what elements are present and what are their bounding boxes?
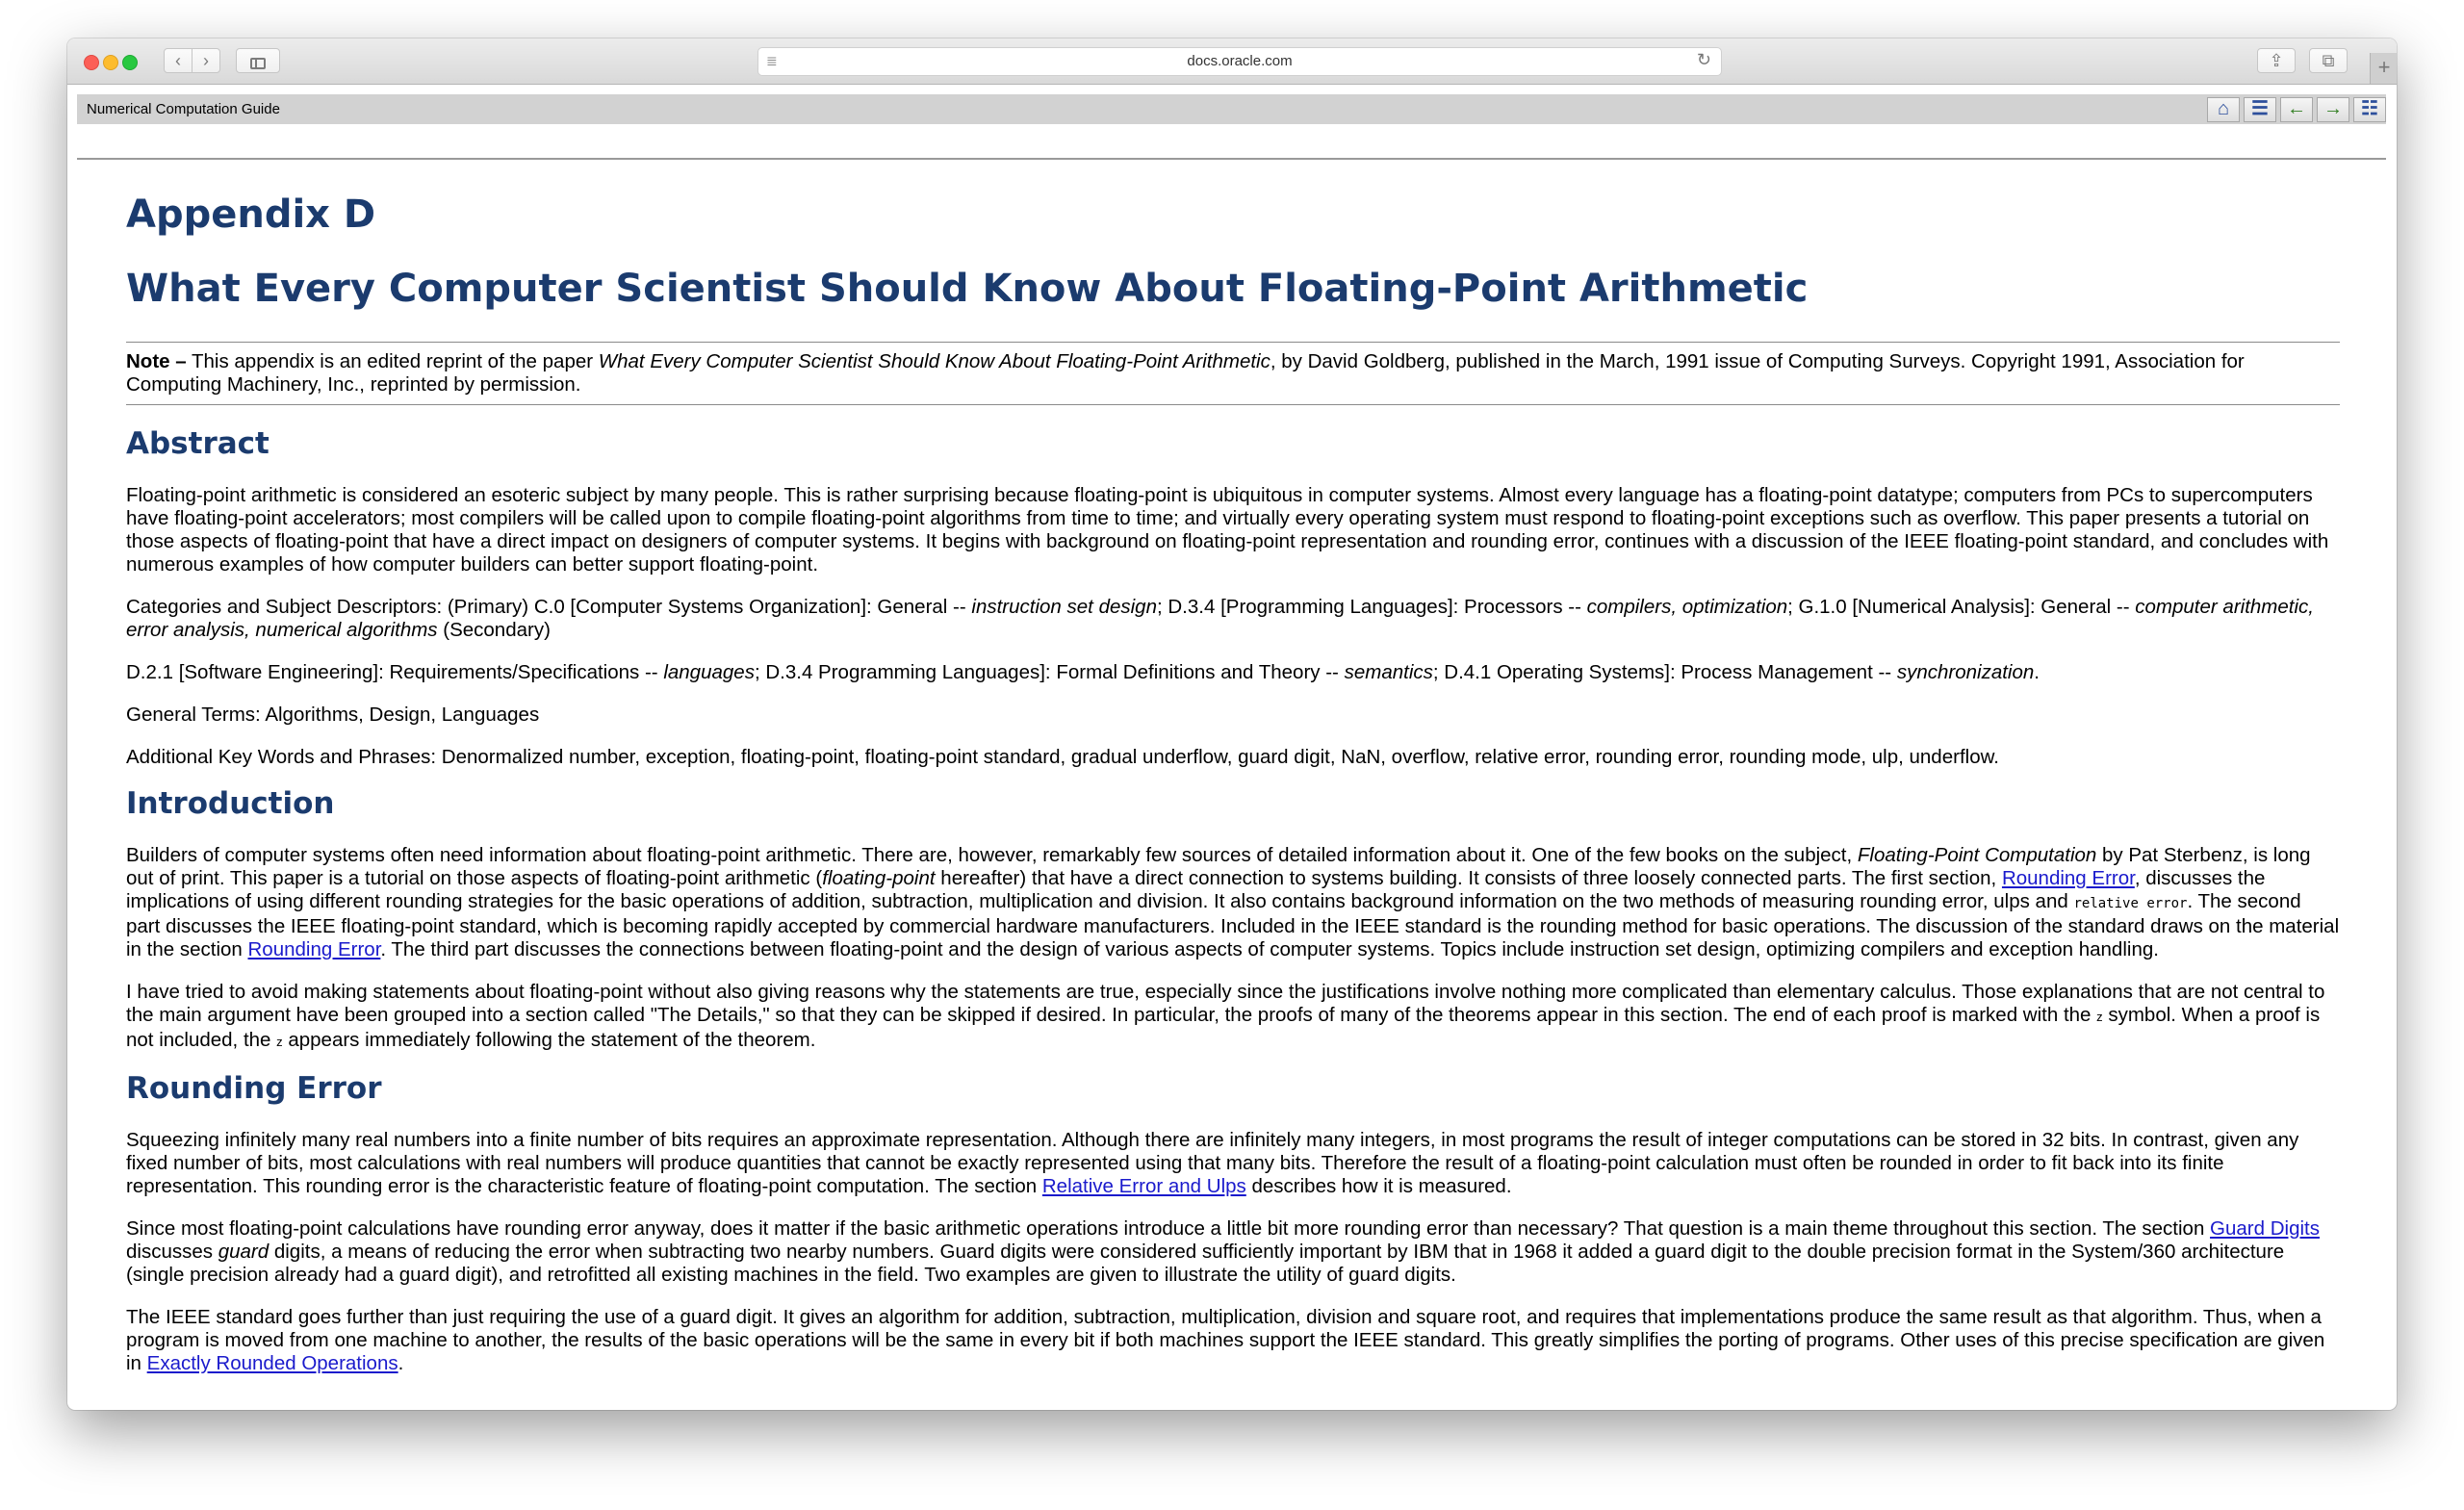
top-divider bbox=[77, 158, 2386, 160]
appendix-label: Appendix D bbox=[126, 192, 376, 237]
rounding-paragraph-1 bbox=[126, 1129, 2340, 1198]
text-span: ; G.1.0 [Numerical Analysis]: General -- bbox=[1787, 596, 2136, 618]
doc-nav-icons bbox=[2203, 97, 2386, 122]
note-paper-title: What Every Computer Scientist Should Know About Floating-Point Arithmetic bbox=[598, 350, 1270, 372]
emphasis: compilers, optimization bbox=[1586, 596, 1788, 618]
emphasis: languages bbox=[663, 661, 755, 683]
rounding-paragraph-2 bbox=[126, 1217, 2340, 1287]
page-title: What Every Computer Scientist Should Know About Floating-Point Arithmetic bbox=[126, 267, 1809, 311]
text-span: Squeezing infinitely many real numbers into a finite number of bits requires an approximate representation. Although there are infinitely many integers, in most programs the result of integer computations can be stored in 32 bits. In contrast, given any fixed number of bits, most calculations with real numbers will produce quantities that cannot be exactly represented using that many bits. Therefore the result of a floating-point calculation must often be rounded in order to fit back into its finite representation. This rounding error is the characteristic feature of floating-point computation. The section bbox=[126, 1129, 2299, 1197]
rounding-error-heading: Rounding Error bbox=[126, 1071, 382, 1106]
main-content bbox=[126, 183, 2340, 1375]
emphasis: floating-point bbox=[822, 867, 936, 889]
text-span: I have tried to avoid making statements about floating-point without also giving reasons why the statements are true, especially since the justifications involve nothing more complicated than elementary calculus. Those explanations that are not central to the main argument have been grouped into a section called "The Details," so that they can be skipped if desired. In particular, the proofs of many of the theorems appear in this section. The end of each proof is marked with the bbox=[126, 981, 2325, 1026]
categories-paragraph bbox=[126, 596, 2340, 642]
text-span: digits, a means of reducing the error when subtracting two nearby numbers. Guard digits were considered sufficiently important by IBM that in 1968 it added a guard digit to the double precision format in the System/360 architecture (single precision already had a guard digit), and retrofitted all existing machines in the field. Two examples are given to illustrate the utility of guard digits. bbox=[126, 1241, 2285, 1286]
emphasis: synchronization bbox=[1896, 661, 2035, 683]
text-span: . bbox=[2034, 661, 2040, 683]
next-page-icon[interactable]: → bbox=[2317, 97, 2349, 122]
fullscreen-window-button[interactable] bbox=[122, 55, 138, 70]
note-text-2: , by David Goldberg, published in the March, 1991 issue of Computing Surveys. Copyright 1991, Association for Computing Machinery, Inc., reprinted by permission. bbox=[126, 350, 2245, 396]
text-span: The IEEE standard goes further than just requiring the use of a guard digit. It gives an algorithm for addition, subtraction, multiplication, division and square root, and requires that implementations produce the same result as that algorithm. Thus, when a program is moved from one machine to another, the results of the basic operations will be the same in every bit if both machines support the IEEE standard. This greatly simplifies the porting of programs. Other uses of this precise specification are given in bbox=[126, 1306, 2325, 1374]
table-of-contents-icon[interactable]: ☰ bbox=[2244, 97, 2276, 122]
home-icon[interactable]: ⌂ bbox=[2207, 97, 2240, 122]
reader-view-icon[interactable]: ≣ bbox=[766, 53, 778, 68]
emphasis: Floating-Point Computation bbox=[1857, 844, 2097, 866]
url-text: docs.oracle.com bbox=[1187, 53, 1293, 69]
intro-paragraph-1 bbox=[126, 844, 2340, 961]
emphasis: instruction set design bbox=[971, 596, 1157, 618]
proof-end-symbol: z bbox=[276, 1035, 283, 1049]
text-span: symbol. When a proof is not included, the bbox=[126, 1004, 2321, 1051]
doc-title: Numerical Computation Guide bbox=[87, 101, 280, 117]
show-tabs-button[interactable] bbox=[2309, 48, 2348, 73]
text-span: ; D.3.4 Programming Languages]: Formal Definitions and Theory -- bbox=[754, 661, 1345, 683]
share-icon: ⇪ bbox=[2269, 51, 2284, 70]
address-bar[interactable] bbox=[757, 47, 1722, 76]
key-words: Additional Key Words and Phrases: Denormalized number, exception, floating-point, floating-point standard, gradual underflow, guard digit, NaN, overflow, relative error, rounding error, rounding mode, ulp, underflow. bbox=[126, 746, 1999, 768]
browser-window bbox=[67, 38, 2397, 1410]
text-span: Categories and Subject Descriptors: (Primary) C.0 [Computer Systems Organization]: General -- bbox=[126, 596, 972, 618]
relative-error-link[interactable]: Relative Error and Ulps bbox=[1041, 1175, 1246, 1197]
tabs-icon: ⧉ bbox=[2322, 51, 2335, 70]
emphasis: guard bbox=[218, 1241, 270, 1263]
chevron-right-icon: › bbox=[203, 51, 209, 70]
introduction-heading: Introduction bbox=[126, 786, 335, 821]
index-icon[interactable]: ☷ bbox=[2353, 97, 2386, 122]
doc-navbar bbox=[77, 94, 2386, 124]
guard-digits-link[interactable]: Guard Digits bbox=[2210, 1217, 2320, 1240]
text-span: . The third part discusses the connections between floating-point and the design of various aspects of computer systems. Topics include instruction set design, optimizing compilers and exception handling. bbox=[380, 938, 2159, 960]
text-span: Builders of computer systems often need information about floating-point arithmetic. There are, however, remarkably few sources of detailed information about it. One of the few books on the subject, bbox=[126, 844, 1858, 866]
text-span: ; D.3.4 [Programming Languages]: Processors -- bbox=[1156, 596, 1587, 618]
text-span: appears immediately following the statement of the theorem. bbox=[282, 1029, 816, 1051]
rounding-error-link[interactable]: Rounding Error bbox=[2001, 867, 2135, 889]
browser-toolbar bbox=[67, 38, 2397, 85]
text-span: by Pat Sterbenz, is long out of print. This paper is a tutorial on those aspects of floating-point arithmetic ( bbox=[126, 844, 2311, 889]
abstract-paragraph: Floating-point arithmetic is considered an esoteric subject by many people. This is rather surprising because floating-point is ubiquitous in computer systems. Almost every language has a floating-point datatype; computers from PCs to supercomputers have floating-point accelerators; most compilers will be called upon to compile floating-point algorithms from time to time; and virtually every operating system must respond to floating-point exceptions such as overflow. This paper presents a tutorial on those aspects of floating-point that have a direct impact on designers of computer systems. It begins with background on floating-point representation and rounding error, continues with a discussion of the IEEE floating-point standard, and concludes with numerous examples of how computer builders can better support floating-point. bbox=[126, 484, 2329, 576]
text-span: (Secondary) bbox=[437, 619, 551, 641]
text-span: . bbox=[398, 1352, 404, 1374]
categories-paragraph-2 bbox=[126, 661, 2340, 684]
note-label: Note – bbox=[126, 350, 187, 372]
minimize-window-button[interactable] bbox=[103, 55, 118, 70]
exactly-rounded-link[interactable]: Exactly Rounded Operations bbox=[146, 1352, 398, 1374]
text-span: describes how it is measured. bbox=[1245, 1175, 1512, 1197]
intro-paragraph-2 bbox=[126, 981, 2340, 1054]
text-span: hereafter) that have a direct connection to systems building. It consists of three loosely connected parts. The first section, bbox=[935, 867, 2002, 889]
chevron-left-icon: ‹ bbox=[175, 51, 181, 70]
sidebar-icon bbox=[250, 58, 266, 69]
text-span: ; D.4.1 Operating Systems]: Process Management -- bbox=[1432, 661, 1897, 683]
previous-page-icon[interactable]: ← bbox=[2280, 97, 2313, 122]
rounding-error-link-2[interactable]: Rounding Error bbox=[247, 938, 381, 960]
text-span: D.2.1 [Software Engineering]: Requirements/Specifications -- bbox=[126, 661, 664, 683]
text-span: , discusses the implications of using different rounding strategies for the basic operations of addition, subtraction, multiplication and division. It also contains background information on the two methods of measuring rounding error, ulps and bbox=[126, 867, 2266, 912]
text-span: Since most floating-point calculations have rounding error anyway, does it matter if the basic arithmetic operations introduce a little bit more rounding error than necessary? That question is a main theme throughout this section. The section bbox=[126, 1217, 2211, 1240]
plus-icon: + bbox=[2377, 55, 2391, 79]
share-button[interactable] bbox=[2257, 48, 2296, 73]
rounding-paragraph-3 bbox=[126, 1306, 2340, 1375]
text-span: discusses bbox=[126, 1241, 218, 1263]
emphasis: semantics bbox=[1344, 661, 1433, 683]
reload-icon[interactable]: ↻ bbox=[1696, 50, 1711, 69]
abstract-heading: Abstract bbox=[126, 426, 270, 461]
proof-end-symbol: z bbox=[2096, 1010, 2103, 1024]
emphasis: computer arithmetic, error analysis, numerical algorithms bbox=[126, 596, 2314, 641]
close-window-button[interactable] bbox=[84, 55, 99, 70]
forward-button[interactable] bbox=[192, 48, 220, 73]
text-span: . The second part discusses the IEEE floating-point standard, which is becoming rapidly accepted by commercial hardware manufacturers. Included in the IEEE standard is the rounding method for basic operations. The discussion of the standard draws on the material in the section bbox=[126, 890, 2340, 960]
new-tab-button[interactable] bbox=[2370, 53, 2397, 84]
back-button[interactable] bbox=[164, 48, 192, 73]
note-box bbox=[126, 342, 2340, 405]
code-text: relative error bbox=[2073, 896, 2188, 911]
note-text-1: This appendix is an edited reprint of the paper bbox=[186, 350, 599, 372]
sidebar-toggle-button[interactable] bbox=[236, 48, 280, 73]
general-terms: General Terms: Algorithms, Design, Languages bbox=[126, 704, 540, 726]
